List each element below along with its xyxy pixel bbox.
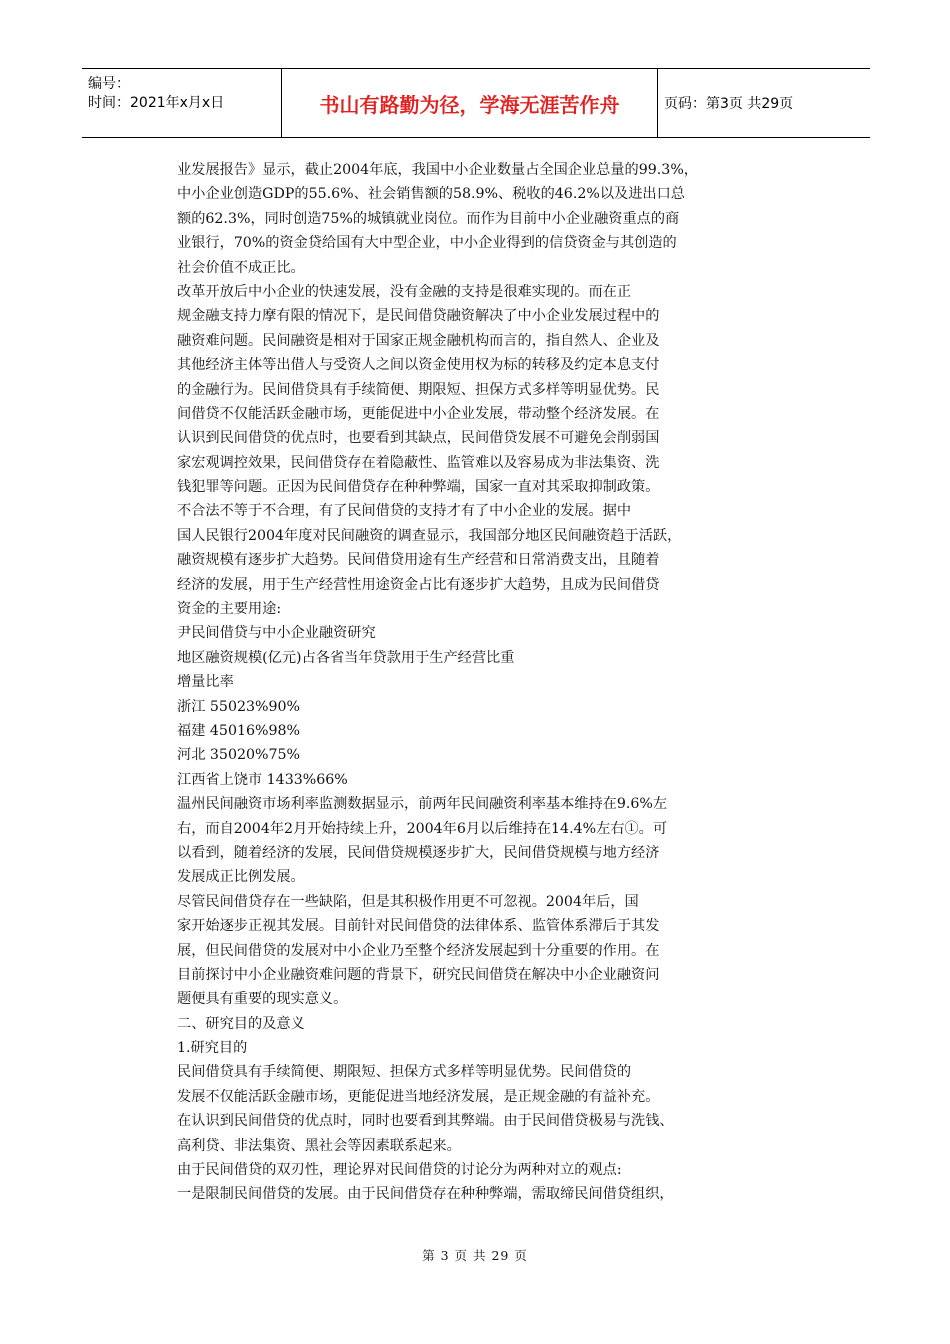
data-row: 河北 35020%75% [177,747,301,764]
text-line: 发展成正比例发展。 [177,869,305,886]
text-line: 一是限制民间借贷的发展。由于民间借贷存在种种弊端，需取缔民间借贷组织， [177,1186,674,1203]
text-line: 家开始逐步正视其发展。目前针对民间借贷的法律体系、监管体系滞后于其发 [177,918,660,935]
text-line: 题便具有重要的现实意义。 [177,991,348,1008]
text-line: 在认识到民间借贷的优点时，同时也要看到其弊端。由于民间借贷极易与洗钱、 [177,1113,674,1130]
page-header [82,68,870,138]
text-line: 经济的发展，用于生产经营性用途资金占比有逐步扩大趋势，且成为民间借贷 [177,576,660,593]
text-line: 的金融行为。民间借贷具有手续简便、期限短、担保方式多样等明显优势。民 [177,381,660,398]
text-line: 不合法不等于不合理，有了民间借贷的支持才有了中小企业的发展。据中 [177,503,632,520]
text-line: 资金的主要用途: [177,601,282,618]
text-line: 改革开放后中小企业的快速发展，没有金融的支持是很难实现的。而在正 [177,283,632,300]
text-line: 社会价值不成正比。 [177,259,305,276]
text-line: 中小企业创造GDP的55.6%、社会销售额的58.9%、税收的46.2%以及进出口总 [177,186,685,203]
text-line: 规金融支持力摩有限的情况下，是民间借贷融资解决了中小企业发展过程中的 [177,308,660,325]
text-line: 增量比率 [177,674,234,691]
data-row: 福建 45016%98% [177,722,301,739]
header-page-code: 页码：第3页 共29页 [664,96,794,112]
text-line: 展，但民间借贷的发展对中小企业乃至整个经济发展起到十分重要的作用。在 [177,942,660,959]
text-line: 发展不仅能活跃金融市场，更能促进当地经济发展，是正规金融的有益补充。 [177,1088,660,1105]
text-line: 融资难问题。民间融资是相对于国家正规金融机构而言的，指自然人、企业及 [177,332,660,349]
text-line: 融资规模有逐步扩大趋势。民间借贷用途有生产经营和日常消费支出，且随着 [177,552,660,569]
data-row: 江西省上饶市 1433%66% [177,771,348,788]
text-line: 尽管民间借贷存在一些缺陷，但是其积极作用更不可忽视。2004年后，国 [177,893,639,910]
text-line: 业银行，70%的资金贷给国有大中型企业，中小企业得到的信贷资金与其创造的 [177,235,677,252]
text-line: 民间借贷具有手续简便、期限短、担保方式多样等明显优势。民间借贷的 [177,1064,632,1081]
text-line: 业发展报告》显示，截止2004年底，我国中小企业数量占全国企业总量的99.3%， [177,162,698,178]
text-line: 钱犯罪等问题。正因为民间借贷存在种种弊端，国家一直对其采取抑制政策。 [177,479,660,496]
header-meta [82,69,282,137]
body-text [177,158,777,1207]
data-row: 浙江 55023%90% [177,698,301,715]
text-line: 右，而自2004年2月开始持续上升，2004年6月以后维持在14.4%左右①。可 [177,820,668,837]
page-footer: 第 3 页 共 29 页 [422,1248,528,1263]
text-line: 认识到民间借贷的优点时，也要看到其缺点，民间借贷发展不可避免会削弱国 [177,430,660,447]
header-motto: 书山有路勤为径，学海无涯苦作舟 [282,69,658,137]
text-line: 国人民银行2004年度对民间融资的调查显示，我国部分地区民间融资趋于活跃， [177,527,682,544]
text-line: 尹民间借贷与中小企业融资研究 [177,625,376,642]
time-label: 时间：2021年x月x日 [88,95,225,111]
number-label: 编号： [88,76,130,92]
text-line: 地区融资规模(亿元)占各省当年贷款用于生产经营比重 [177,649,515,666]
section-heading: 二、研究目的及意义 [177,1015,305,1032]
text-line: 额的62.3%，同时创造75%的城镇就业岗位。而作为目前中小企业融资重点的商 [177,210,680,227]
text-line: 由于民间借贷的双刃性，理论界对民间借贷的讨论分为两种对立的观点: [177,1162,622,1179]
subsection-heading: 1.研究目的 [177,1040,248,1057]
text-line: 家宏观调控效果，民间借贷存在着隐蔽性、监管难以及容易成为非法集资、洗 [177,454,660,471]
text-line: 高利贷、非法集资、黑社会等因素联系起来。 [177,1137,461,1154]
text-line: 目前探讨中小企业融资难问题的背景下，研究民间借贷在解决中小企业融资问 [177,966,660,983]
text-line: 其他经济主体等出借人与受资人之间以资金使用权为标的转移及约定本息支付 [177,357,660,374]
text-line: 温州民间融资市场利率监测数据显示，前两年民间融资利率基本维持在9.6%左 [177,796,668,813]
text-line: 间借贷不仅能活跃金融市场，更能促进中小企业发展，带动整个经济发展。在 [177,405,660,422]
text-line: 以看到，随着经济的发展，民间借贷规模逐步扩大，民间借贷规模与地方经济 [177,844,660,861]
